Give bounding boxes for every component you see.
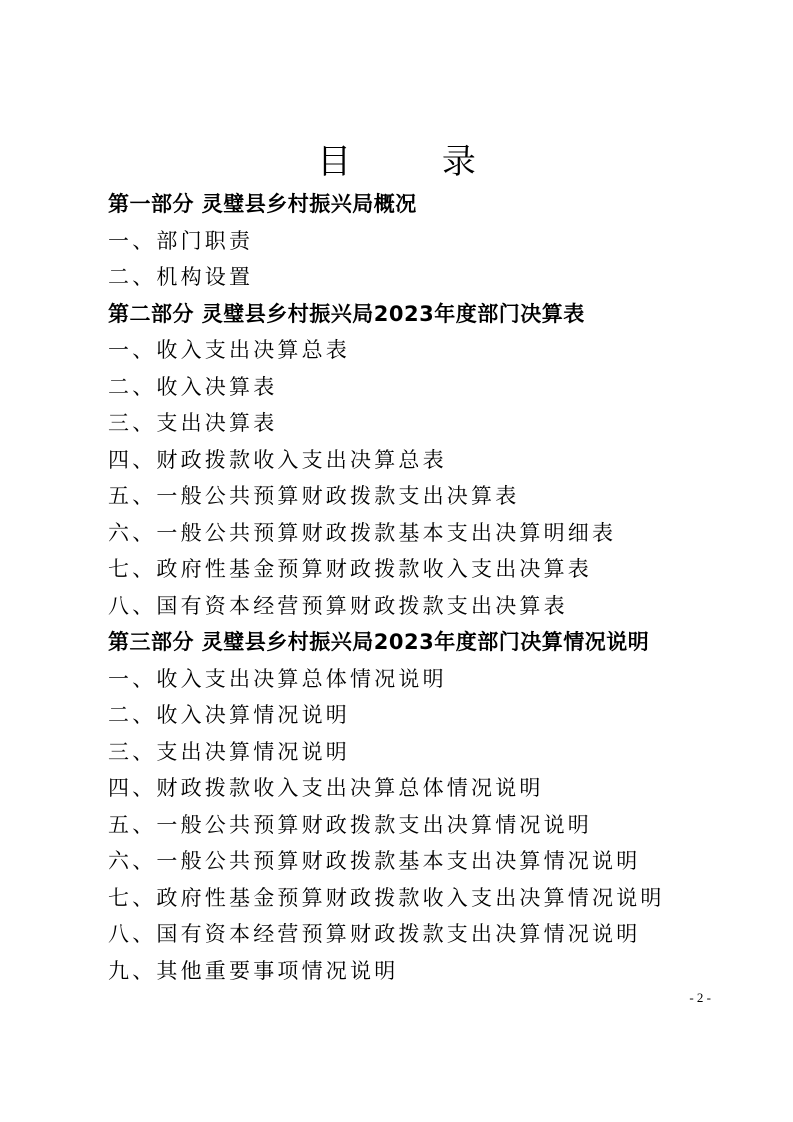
toc-list (108, 186, 665, 989)
toc-entry: 五、一般公共预算财政拨款支出决算表 (108, 484, 520, 508)
toc-entry: 七、政府性基金预算财政拨款收入支出决算表 (108, 557, 592, 581)
toc-entry: 四、财政拨款收入支出决算总表 (108, 447, 447, 472)
toc-entry: 二、机构设置 (108, 265, 254, 289)
toc-entry: 六、一般公共预算财政拨款基本支出决算情况说明 (108, 849, 641, 873)
toc-entry: 八、国有资本经营预算财政拨款支出决算表 (108, 593, 568, 618)
toc-part-3: 第三部分 灵璧县乡村振兴局2023年度部门决算情况说明 (108, 630, 650, 654)
toc-entry: 三、支出决算情况说明 (108, 739, 350, 764)
toc-entry: 九、其他重要事项情况说明 (108, 958, 399, 983)
toc-entry: 一、收入支出决算总体情况说明 (108, 666, 447, 691)
toc-entry: 四、财政拨款收入支出决算总体情况说明 (108, 776, 544, 800)
toc-entry: 一、收入支出决算总表 (108, 338, 350, 362)
toc-entry: 一、部门职责 (108, 228, 254, 253)
toc-entry: 七、政府性基金预算财政拨款收入支出决算情况说明 (108, 885, 665, 910)
page-number: - 2 - (689, 990, 711, 1005)
toc-entry: 二、收入决算表 (108, 374, 278, 399)
toc-part-1: 第一部分 灵璧县乡村振兴局概况 (108, 192, 417, 216)
toc-title: 目 录 (317, 142, 516, 182)
toc-entry: 五、一般公共预算财政拨款支出决算情况说明 (108, 812, 592, 837)
toc-entry: 八、国有资本经营预算财政拨款支出决算情况说明 (108, 922, 641, 946)
toc-entry: 三、支出决算表 (108, 411, 278, 435)
toc-entry: 二、收入决算情况说明 (108, 703, 350, 727)
toc-entry: 六、一般公共预算财政拨款基本支出决算明细表 (108, 520, 617, 545)
toc-part-2: 第二部分 灵璧县乡村振兴局2023年度部门决算表 (108, 301, 585, 326)
